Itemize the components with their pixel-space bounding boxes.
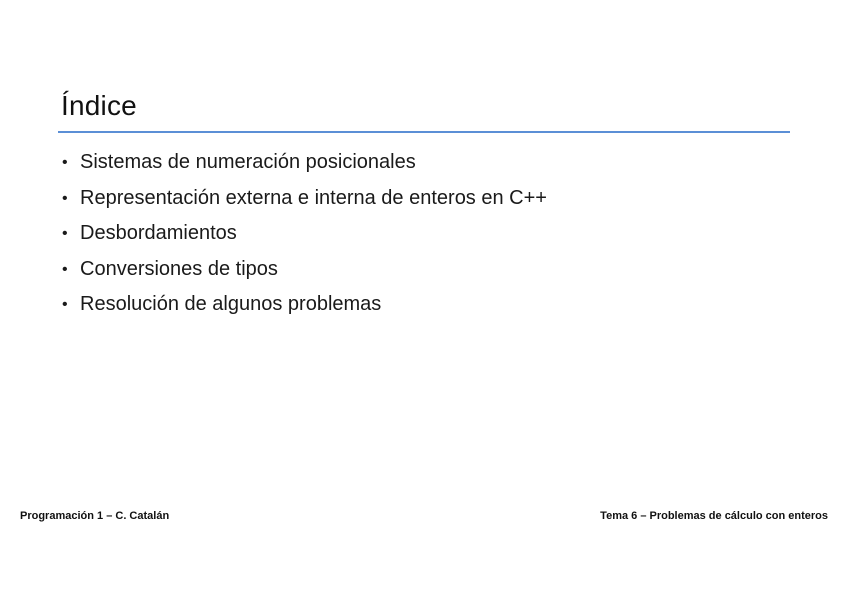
list-item-text: Sistemas de numeración posicionales bbox=[80, 151, 416, 173]
title-underline bbox=[58, 131, 790, 133]
bullet-icon: • bbox=[62, 296, 68, 313]
list-item-text: Conversiones de tipos bbox=[80, 257, 278, 280]
list-item bbox=[62, 216, 547, 252]
bullet-list bbox=[62, 145, 547, 323]
slide-title: Índice bbox=[61, 90, 137, 121]
bullet-icon: • bbox=[62, 154, 68, 171]
list-item bbox=[62, 287, 547, 323]
list-item bbox=[62, 181, 547, 217]
footer-course: Programación 1 – C. Catalán bbox=[20, 510, 170, 522]
list-item-text: Representación externa e interna de enteros en C++ bbox=[80, 186, 547, 209]
list-item-text: Desbordamientos bbox=[80, 222, 237, 244]
bullet-icon: • bbox=[62, 225, 68, 242]
list-item bbox=[62, 145, 547, 181]
list-item bbox=[62, 252, 547, 288]
bullet-icon: • bbox=[62, 189, 68, 207]
list-item-text: Resolución de algunos problemas bbox=[80, 293, 382, 315]
bullet-icon: • bbox=[62, 260, 68, 278]
footer-topic: Tema 6 – Problemas de cálculo con enteros bbox=[600, 510, 828, 522]
